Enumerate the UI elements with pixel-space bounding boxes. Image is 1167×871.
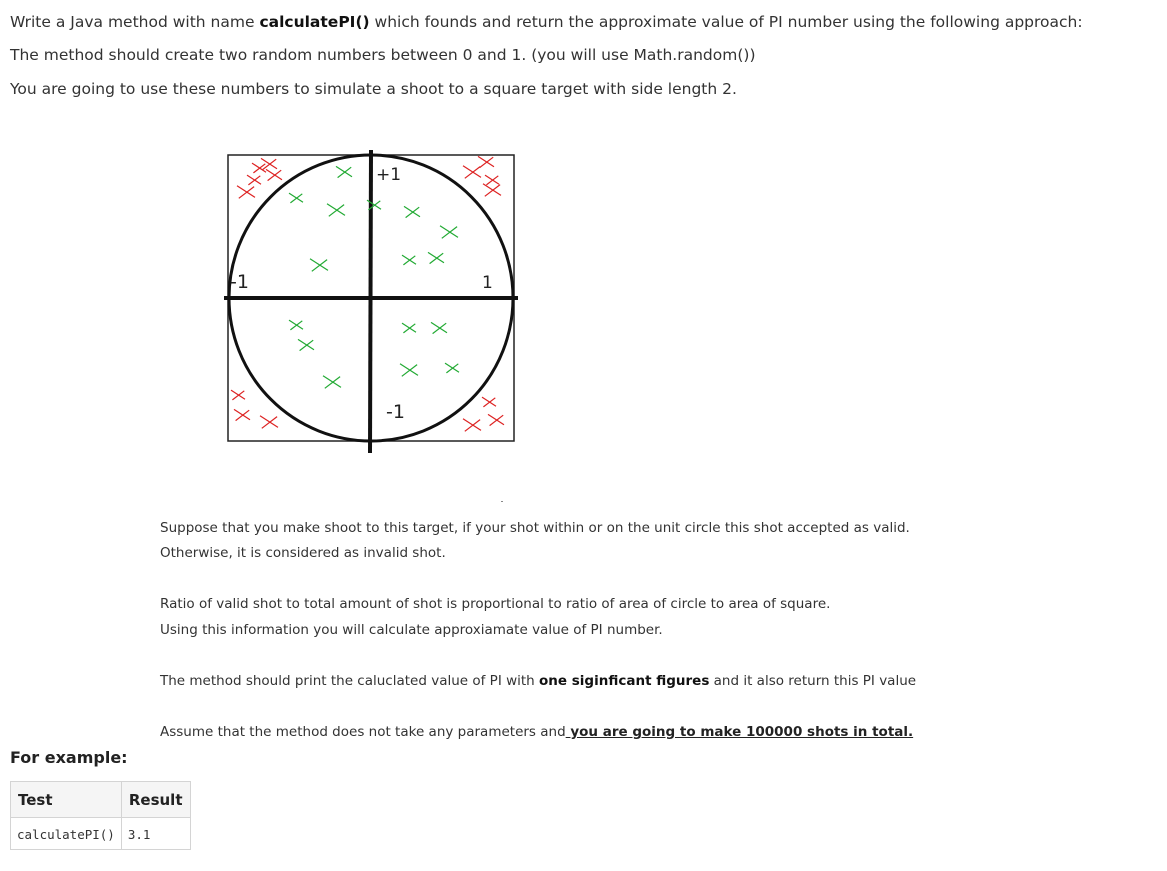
desc-print-text: The method should print the caluclated value of PI with bbox=[160, 673, 540, 689]
sig-figures: one siginficant figures bbox=[539, 673, 710, 689]
example-table bbox=[10, 781, 191, 850]
intro-line-1 bbox=[10, 13, 1083, 31]
result-cell: 3.1 bbox=[121, 818, 190, 850]
desc-calc: Using this information you will calculate approxiamate value of PI number. bbox=[160, 622, 663, 638]
label-right: 1 bbox=[482, 273, 493, 293]
desc-print-end: and it also return this PI value bbox=[709, 673, 917, 689]
label-bottom: -1 bbox=[386, 401, 405, 423]
intro-text: Write a Java method with name bbox=[10, 13, 260, 31]
test-cell: calculatePI() bbox=[11, 818, 122, 850]
header-test: Test bbox=[11, 782, 122, 818]
desc-valid: Suppose that you make shoot to this target, if your shot within or on the unit circle this shot accepted as valid. bbox=[160, 520, 910, 536]
example-title: For example: bbox=[10, 748, 128, 767]
target-diagram bbox=[224, 150, 520, 456]
intro-line-3: You are going to use these numbers to simulate a shoot to a square target with side length 2. bbox=[10, 80, 737, 98]
table-header-row bbox=[11, 782, 191, 818]
y-axis bbox=[370, 150, 371, 453]
desc-ratio: Ratio of valid shot to total amount of shot is proportional to ratio of area of circle to area of square. bbox=[160, 596, 831, 612]
label-top: +1 bbox=[376, 165, 402, 185]
table-row bbox=[11, 818, 191, 850]
desc-assume-text: Assume that the method does not take any parameters and bbox=[160, 724, 566, 740]
desc-print bbox=[160, 673, 916, 689]
header-result: Result bbox=[121, 782, 190, 818]
method-name: calculatePI() bbox=[259, 13, 370, 31]
shots-total: you are going to make 100000 shots in total. bbox=[565, 724, 914, 740]
intro-line-2: The method should create two random numbers between 0 and 1. (you will use Math.random()) bbox=[10, 46, 756, 64]
label-left: -1 bbox=[230, 271, 249, 293]
desc-invalid: Otherwise, it is considered as invalid shot. bbox=[160, 545, 446, 561]
intro-text-end: which founds and return the approximate value of PI number using the following approach: bbox=[369, 13, 1083, 31]
stray-dot bbox=[501, 501, 503, 502]
desc-assume bbox=[160, 724, 913, 740]
